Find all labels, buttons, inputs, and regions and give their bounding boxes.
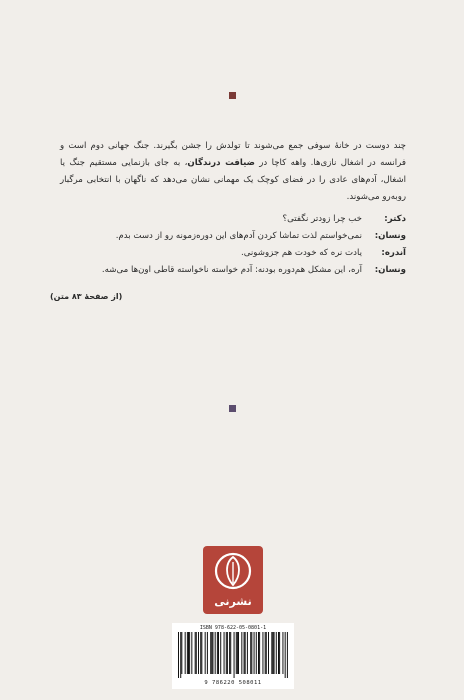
barcode-bar (217, 632, 218, 674)
barcode-bar (259, 632, 260, 674)
barcode-bar (189, 632, 190, 674)
barcode-bar (274, 632, 275, 674)
barcode-bar (220, 632, 221, 674)
barcode-bar (230, 632, 231, 674)
barcode-bar (205, 632, 206, 674)
synopsis-paragraph (60, 138, 406, 206)
barcode-number: 9 786220 508011 (204, 680, 262, 686)
isbn-barcode (172, 623, 294, 689)
barcode-bar (181, 632, 182, 674)
dialogue-text: آره، این مشکل هم‌دوره بودنه: آدم خواسته ناخواسته قاطی اون‌ها می‌شه. (101, 265, 362, 275)
barcode-bar (218, 632, 219, 674)
barcode-bar (287, 632, 288, 678)
barcode-bar (191, 632, 192, 674)
barcode-bar (285, 632, 286, 678)
dialogue-speaker: ونسان: (374, 231, 406, 241)
barcode-bar (196, 632, 197, 674)
barcode-bar (244, 632, 245, 674)
barcode-bar (234, 632, 235, 678)
middle-square-ornament (229, 405, 236, 412)
barcode-bar (262, 632, 263, 674)
barcode-bar (266, 632, 267, 674)
publisher-logo (203, 546, 263, 614)
barcode-bar (258, 632, 259, 674)
top-square-ornament (229, 92, 236, 99)
barcode-bar (200, 632, 201, 674)
dialogue-text: خب چرا زودتر نگفتی؟ (282, 214, 362, 224)
barcode-bar (265, 632, 266, 674)
barcode-bar (212, 632, 213, 674)
barcode-bar (271, 632, 272, 674)
barcode-bar (188, 632, 189, 674)
isbn-label: ISBN 978-622-05-0801-1 (199, 625, 267, 631)
barcode-bar (254, 632, 255, 674)
barcode-bar (227, 632, 228, 674)
publisher-name: نشرنی (214, 595, 252, 608)
barcode-bar (224, 632, 225, 674)
barcode-bar (241, 632, 242, 674)
barcode-bar (178, 632, 179, 678)
barcode-bar (272, 632, 273, 674)
dialogue-text: نمی‌خواستم لذت تماشا کردن آدم‌های این دوره‌زمونه رو از دست بدم. (115, 231, 362, 241)
barcode-bars (178, 632, 288, 678)
dialogue-line (50, 262, 406, 279)
dialogue-line (50, 245, 406, 262)
barcode-bar (211, 632, 212, 674)
barcode-bar (195, 632, 196, 674)
barcode-bar (207, 632, 208, 674)
barcode-bar (245, 632, 246, 674)
barcode-bar (237, 632, 238, 674)
barcode-bar (282, 632, 283, 674)
barcode-bar (226, 632, 227, 674)
barcode-bar (210, 632, 211, 674)
barcode-bar (247, 632, 248, 674)
barcode-bar (268, 632, 269, 674)
synopsis-text-2: ، به جای بازنمایی مستقیم جنگ یا اشغال، آدم‌های عادی را در فضای کوچک یک مهمانی نشان می‌دهد که ناگهان با انتخابی مرگبار روبه‌رو می‌شوند. (60, 158, 406, 202)
barcode-bar (198, 632, 199, 674)
barcode-bar (256, 632, 257, 674)
dialogue-excerpt (50, 211, 406, 279)
dialogue-speaker: ونسان: (374, 265, 406, 275)
barcode-bar (185, 632, 186, 674)
barcode-bar (180, 632, 181, 678)
synopsis-text-1: چند دوست در خانهٔ سوفی جمع می‌شوند تا تولدش را جشن بگیرند. جنگ جهانی دوم است و فرانسه در اشغال نازی‌ها. واهه کاچا در (60, 141, 406, 168)
dialogue-speaker: آندره: (381, 248, 406, 258)
book-title-bold: ضیافت درندگان (187, 158, 255, 168)
barcode-bar (251, 632, 252, 674)
barcode-bar (238, 632, 239, 674)
dialogue-line (50, 211, 406, 228)
dialogue-speaker: دکتر: (384, 214, 406, 224)
dialogue-text: یادت نره که خودت هم جزوشونی. (241, 248, 362, 258)
barcode-bar (201, 632, 202, 674)
dialogue-line (50, 228, 406, 245)
barcode-bar (279, 632, 280, 674)
barcode-bar (187, 632, 188, 674)
barcode-bar (236, 632, 237, 674)
barcode-bar (250, 632, 251, 674)
page-citation: (از صفحهٔ ۸۳ متن) (50, 292, 123, 301)
barcode-bar (229, 632, 230, 674)
barcode-bar (278, 632, 279, 674)
barcode-bar (215, 632, 216, 674)
barcode-bar (276, 632, 277, 674)
